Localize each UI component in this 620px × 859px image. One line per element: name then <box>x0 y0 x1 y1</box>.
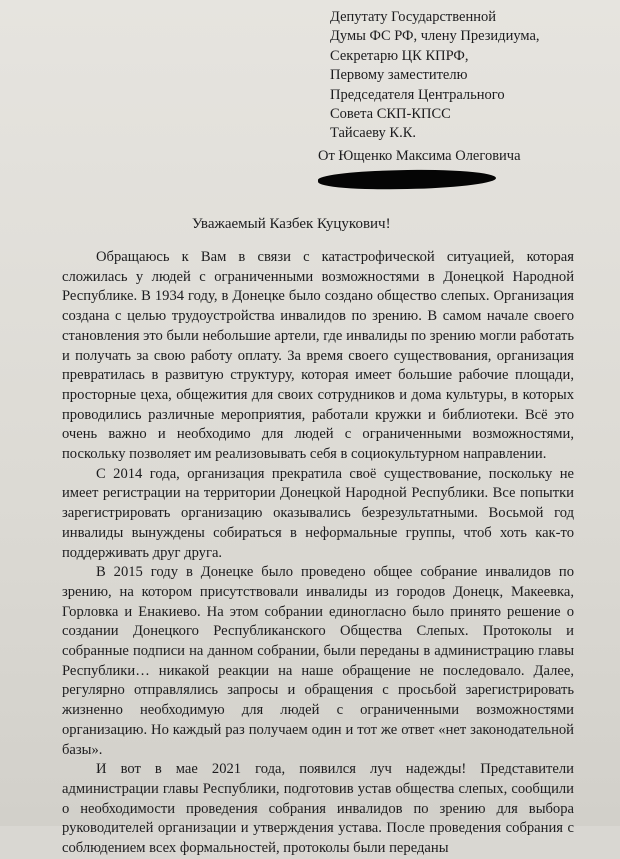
addressee-line: Тайсаеву К.К. <box>330 125 416 142</box>
redaction-mark <box>318 168 496 192</box>
addressee-line: Первому заместителю <box>330 67 468 84</box>
greeting: Уважаемый Казбек Куцукович! <box>192 216 391 232</box>
addressee-line: Председателя Центрального <box>330 86 505 103</box>
addressee-line: Секретарю ЦК КПРФ, <box>330 47 469 64</box>
sender-line: От Ющенко Максима Олеговича <box>318 148 521 164</box>
addressee-line: Депутату Государственной <box>330 9 496 25</box>
body-paragraph: Обращаюсь к Вам в связи с катастрофической ситуацией, которая сложилась у людей с ограниченными возможностями в Донецкой Народной Республике. В 1934 году, в Донецке было создано общество слепых. Организация создана с целью трудоустройства инвалидов по зрению. В самом начале своего становления это были небольшие артели, где инвалиды по зрению могли работать и получать за свою работу оплату. За время своего существования, организация превратилась в развитую структуру, которая имеет большие рабочие площади, просторные цеха, общежития для своих сотрудников и дома культуры, в которых проводились различные мероприятия, работали кружки и библиотеки. Всё это очень важно и необходимо для людей с ограниченными возможностями, поскольку позволяет им реализовывать себя в социокультурном направлении. <box>62 249 574 463</box>
body-paragraph: В 2015 году в Донецке было проведено общее собрание инвалидов по зрению, на котором присутствовали инвалиды из городов Донецк, Макеевка, Горловка и Енакиево. На этом собрании единогласно было принято решение о создании Донецкого Республиканского Общества Слепых. Протоколы и собранные подписи на данном собрании, были переданы в администрацию главы Республики… никакой реакции на наше обращение не последовало. Далее, регулярно отправлялись запросы и обращения с просьбой зарегистрировать жизненно необходимую для людей с ограниченными возможностями организацию. Но каждый раз получаем один и тот же ответ «нет законодательной базы». <box>62 564 574 758</box>
addressee-line: Совета СКП-КПСС <box>330 106 451 123</box>
letter-body <box>62 248 574 859</box>
body-paragraph: И вот в мае 2021 года, появился луч надежды! Представители администрации главы Республики, подготовив устав общества слепых, сообщили о необходимости проведения собрания инвалидов по зрению для выбора руководителей организации и утверждения устава. После проведения собрания с соблюдением всех формальностей, протоколы были переданы <box>62 761 574 857</box>
addressee-block <box>330 8 620 144</box>
addressee-line: Думы ФС РФ, члену Президиума, <box>330 28 540 45</box>
body-paragraph: С 2014 года, организация прекратила своё существование, поскольку не имеет регистрации на территории Донецкой Народной Республики. Все попытки зарегистрировать организацию оказывались безрезультатными. Восьмой год инвалиды вынуждены собираться в неформальные группы, чтоб хоть как-то поддерживать друг друга. <box>62 465 574 561</box>
